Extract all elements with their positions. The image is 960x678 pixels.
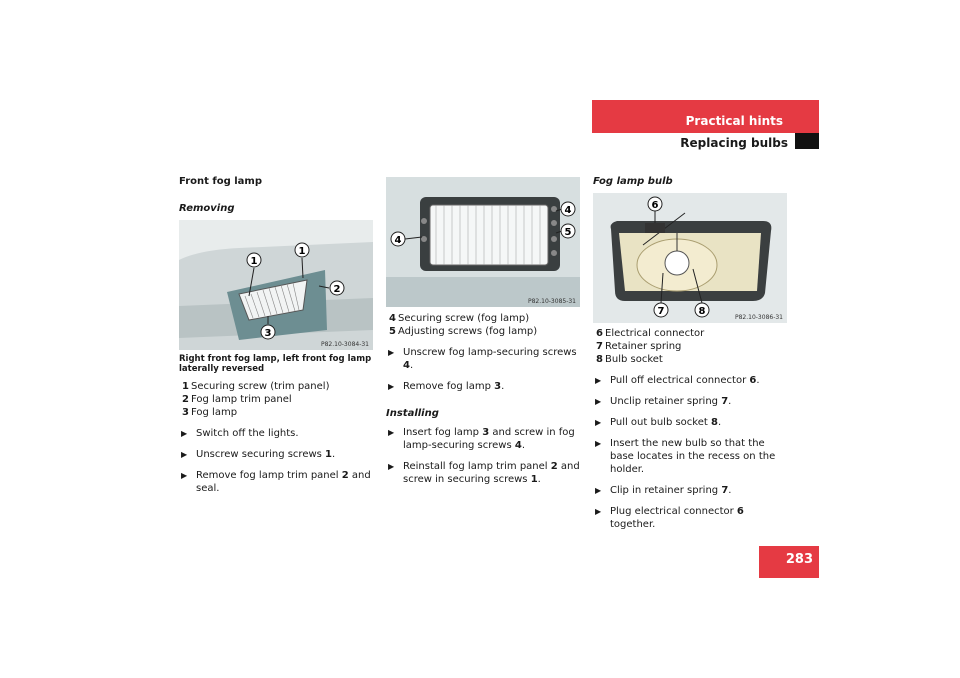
arrow-right-icon: ▶	[181, 471, 188, 480]
callout-3: 3	[264, 328, 272, 339]
legend-item: 3 Fog lamp	[182, 407, 238, 418]
callout-1b: 1	[298, 246, 306, 257]
section-title: Practical hints	[685, 114, 783, 128]
figure-fog-lamp-bulb	[593, 193, 787, 323]
legend-item: 5 Adjusting screws (fog lamp)	[389, 326, 538, 337]
subheading-installing: Installing	[386, 408, 439, 419]
callout-8: 8	[698, 306, 706, 317]
arrow-right-icon: ▶	[595, 397, 602, 406]
subheading-fog-lamp-bulb: Fog lamp bulb	[593, 176, 673, 187]
illustration-bumper	[179, 220, 373, 350]
legend-item: 6 Electrical connector	[596, 328, 705, 339]
illustration-fog-lamp	[386, 177, 580, 307]
step-item: ▶ Unclip retainer spring 7.	[595, 396, 732, 407]
figure-fog-lamp-screws	[386, 177, 580, 307]
column-fog-lamp-bulb	[593, 175, 789, 188]
column3-body	[593, 327, 789, 531]
arrow-right-icon: ▶	[595, 418, 602, 427]
step-list-installing	[386, 426, 582, 486]
legend-item: 1 Securing screw (trim panel)	[182, 381, 330, 392]
figure-ref: P82.10-3086-31	[734, 314, 783, 321]
heading-front-fog-lamp: Front fog lamp	[179, 176, 262, 187]
legend-item: 8 Bulb socket	[596, 354, 663, 365]
column1-body	[179, 354, 375, 495]
legend-item: 2 Fog lamp trim panel	[182, 394, 292, 405]
legend-item: 4 Securing screw (fog lamp)	[389, 313, 530, 324]
arrow-right-icon: ▶	[595, 439, 602, 448]
step-item: ▶ Pull out bulb socket 8.	[595, 417, 722, 428]
figure-fog-lamp-trim	[179, 220, 373, 350]
legend-item: 7 Retainer spring	[596, 341, 682, 352]
callout-5: 5	[564, 227, 572, 238]
callout-4b: 4	[564, 205, 572, 216]
arrow-right-icon: ▶	[181, 429, 188, 438]
legend-list	[179, 380, 375, 419]
figure-caption: Right front fog lamp, left front fog lamp laterally reversed	[179, 354, 372, 374]
illustration-bulb-socket	[593, 193, 787, 323]
step-list	[179, 427, 375, 495]
arrow-right-icon: ▶	[388, 348, 395, 357]
arrow-right-icon: ▶	[595, 507, 602, 516]
figure-ref: P82.10-3085-31	[527, 298, 576, 305]
callout-4a: 4	[394, 235, 402, 246]
section-subtitle: Replacing bulbs	[680, 136, 788, 150]
header-tab	[795, 133, 819, 149]
subheading-removing: Removing	[179, 203, 235, 214]
step-list	[386, 346, 582, 393]
legend-list	[593, 327, 789, 366]
header-bar	[592, 100, 819, 133]
callout-7: 7	[657, 306, 665, 317]
callout-2: 2	[333, 284, 341, 295]
arrow-right-icon: ▶	[181, 450, 188, 459]
legend-list	[386, 312, 582, 338]
step-item: ▶ Remove fog lamp trim panel 2 and seal.	[181, 470, 371, 494]
arrow-right-icon: ▶	[388, 428, 395, 437]
arrow-right-icon: ▶	[388, 382, 395, 391]
figure-ref: P82.10-3084-31	[320, 341, 369, 348]
column2-body	[386, 312, 582, 486]
step-item: ▶ Insert fog lamp 3 and screw in fog lamp-securing screws 4.	[388, 427, 575, 451]
step-item: ▶ Switch off the lights.	[181, 428, 299, 439]
step-item: ▶ Pull off electrical connector 6.	[595, 375, 760, 386]
step-item: ▶ Plug electrical connector 6 together.	[595, 506, 744, 530]
step-item: ▶ Insert the new bulb so that the base locates in the recess on the holder.	[595, 438, 776, 475]
arrow-right-icon: ▶	[595, 376, 602, 385]
step-item: ▶ Clip in retainer spring 7.	[595, 485, 732, 496]
step-item: ▶ Unscrew securing screws 1.	[181, 449, 336, 460]
column-front-fog-lamp	[179, 175, 375, 215]
callout-6: 6	[651, 200, 659, 211]
page-number: 283	[759, 546, 819, 578]
step-item: ▶ Reinstall fog lamp trim panel 2 and screw in securing screws 1.	[388, 461, 580, 485]
step-list	[593, 374, 789, 531]
arrow-right-icon: ▶	[388, 462, 395, 471]
step-item: ▶ Remove fog lamp 3.	[388, 381, 505, 392]
callout-1a: 1	[250, 256, 258, 267]
arrow-right-icon: ▶	[595, 486, 602, 495]
step-item: ▶ Unscrew fog lamp-securing screws 4.	[388, 347, 577, 371]
